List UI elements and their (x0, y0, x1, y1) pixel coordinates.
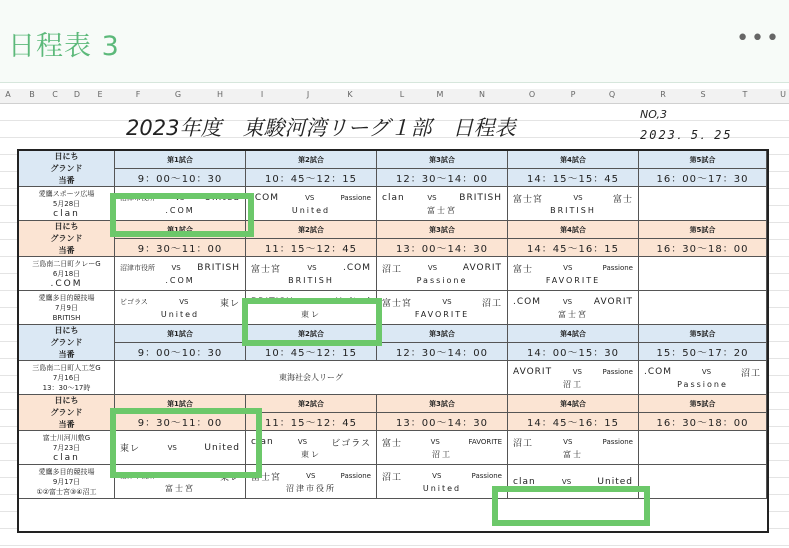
match-cell[interactable] (508, 187, 639, 221)
match-cell[interactable] (246, 431, 377, 465)
game-header-2 (246, 151, 377, 169)
referee-team: 沼工 (563, 379, 583, 389)
vs-label: VS (167, 443, 177, 452)
vs-label: VS (430, 438, 440, 446)
game-number: 第4試合 (560, 399, 586, 408)
referee-team: United (291, 205, 331, 215)
match-date: 6月18日 (52, 269, 81, 278)
column-letter-i[interactable]: I (260, 90, 264, 99)
game-header-5 (639, 395, 767, 413)
column-letter-k[interactable]: K (347, 90, 353, 99)
label-duty: 当番 (58, 349, 75, 359)
game-header-3 (377, 151, 508, 169)
column-letter-j[interactable]: J (306, 90, 310, 99)
more-horizontal-icon[interactable]: ••• (736, 26, 781, 51)
game-time: 9：00～10：30 (137, 348, 223, 359)
game-number: 第3試合 (429, 329, 455, 338)
column-letter-m[interactable]: M (436, 90, 444, 99)
game-number: 第5試合 (689, 155, 716, 164)
home-team: .COM (513, 297, 541, 307)
away-team: Passione (340, 194, 371, 202)
document-date: 2023．5．25 (640, 128, 733, 142)
column-letter-b[interactable]: B (29, 90, 35, 99)
game-time-2 (246, 343, 377, 361)
home-team: .COM (251, 193, 279, 203)
match-cell[interactable] (246, 257, 377, 291)
home-team: 東レ (120, 444, 141, 454)
match-cell[interactable] (377, 187, 508, 221)
home-team: clan (382, 193, 405, 203)
home-team: 富士宮 (513, 194, 544, 205)
game-time: 14：00～15：30 (527, 348, 619, 359)
game-number: 第5試合 (689, 329, 716, 338)
game-time: 11：15～12：45 (265, 418, 357, 429)
match-line (508, 475, 638, 488)
game-number: 第1試合 (167, 225, 193, 234)
duty-team: 13：30～17時 (42, 383, 91, 392)
match-cell[interactable] (115, 187, 246, 221)
game-time: 9：30～11：00 (137, 244, 223, 255)
home-team: BRITISH (251, 297, 294, 307)
game-number: 第2試合 (298, 225, 324, 234)
game-time-2 (246, 239, 377, 257)
match-cell[interactable] (639, 465, 767, 499)
match-line (246, 262, 376, 275)
match-line (377, 296, 507, 309)
league-name: 東海社会人リーグ (279, 373, 343, 382)
round-label-block (19, 395, 115, 431)
home-team: 沼津市役所 (120, 194, 155, 202)
game-time: 12：30～14：00 (396, 174, 488, 185)
label-ground: グランド (50, 407, 83, 417)
away-team: AVORIT (462, 263, 502, 273)
game-time-4 (508, 413, 639, 431)
away-team: Passione (602, 438, 633, 446)
away-team: 沼工 (740, 368, 761, 379)
duty-team: .COM (50, 278, 83, 289)
label-day: 日にち (54, 221, 79, 231)
game-number: 第2試合 (298, 155, 324, 164)
home-team: 富士宮 (251, 264, 282, 275)
referee-team: 沼工 (432, 449, 452, 459)
match-line (508, 366, 638, 379)
column-letter-q[interactable]: Q (608, 90, 616, 99)
away-team: Passione (602, 264, 633, 272)
referee-team: 東レ (301, 449, 321, 459)
match-cell[interactable] (508, 291, 639, 325)
venue-cell[interactable] (19, 291, 115, 325)
game-time-4 (508, 343, 639, 361)
game-header-2 (246, 325, 377, 343)
label-ground: グランド (50, 337, 83, 347)
away-team: Passione (471, 472, 502, 480)
away-team: United (597, 476, 633, 487)
away-team: BRITISH (197, 263, 240, 273)
home-team: 富士 (382, 438, 403, 449)
match-line (377, 470, 507, 483)
game-time: 14：15～15：45 (527, 174, 619, 185)
column-header-bar (0, 89, 789, 104)
column-letter-f[interactable]: F (135, 90, 141, 99)
match-line (246, 436, 376, 449)
away-team: United (204, 442, 240, 453)
match-date: 7月16日 (52, 373, 81, 382)
document-number: NO,3 (640, 108, 667, 121)
game-time: 10：45～12：15 (265, 348, 357, 359)
game-header-4 (508, 221, 639, 239)
match-cell[interactable] (377, 465, 508, 499)
away-team: 東レ (219, 472, 240, 483)
game-number: 第1試合 (167, 399, 193, 408)
label-duty: 当番 (58, 175, 75, 185)
game-number: 第5試合 (689, 225, 716, 234)
round-label-block (19, 151, 115, 187)
app-header (0, 0, 789, 83)
column-letter-e[interactable]: E (97, 90, 103, 99)
game-time-2 (246, 169, 377, 187)
match-line (377, 262, 507, 275)
home-team: 沼工 (513, 438, 534, 449)
home-team: clan (251, 437, 274, 447)
vs-label: VS (573, 194, 583, 202)
column-letter-o[interactable]: O (528, 90, 536, 99)
label-ground: グランド (50, 163, 83, 173)
match-cell[interactable] (115, 465, 246, 499)
vs-label: VS (182, 472, 193, 480)
duty-team: clan (53, 208, 80, 219)
match-cell[interactable] (246, 187, 377, 221)
game-header-5 (639, 221, 767, 239)
game-number: 第4試合 (560, 225, 586, 234)
column-letter-t[interactable]: T (742, 90, 748, 99)
match-line (115, 470, 245, 483)
match-date: 5月28日 (52, 199, 81, 208)
game-time: 14：45～16：15 (527, 418, 619, 429)
away-team: United (335, 297, 371, 307)
game-number: 第4試合 (560, 329, 586, 338)
game-time-2 (246, 413, 377, 431)
referee-team: 富士 (563, 449, 583, 459)
column-letter-n[interactable]: N (479, 90, 485, 99)
vs-label: VS (427, 194, 437, 202)
venue-name: 愛鷹スポーツ広場 (38, 189, 95, 198)
vs-label: VS (563, 438, 573, 446)
match-line (508, 436, 638, 449)
game-time-3 (377, 413, 508, 431)
match-line (246, 296, 376, 309)
match-cell[interactable] (508, 431, 639, 465)
column-letter-p[interactable]: P (570, 90, 576, 99)
match-date: 7月23日 (52, 443, 81, 452)
vs-label: VS (305, 194, 315, 202)
venue-cell[interactable] (19, 431, 115, 465)
home-team: 沼津市役所 (120, 264, 155, 272)
vs-label: VS (171, 264, 181, 272)
referee-team: BRITISH (288, 275, 334, 285)
game-time: 13：00～14：30 (396, 418, 488, 429)
round-label-block (19, 325, 115, 361)
game-time-1 (115, 239, 246, 257)
home-team: 沼津市役所 (120, 472, 155, 480)
match-cell[interactable] (508, 257, 639, 291)
match-line (377, 436, 507, 449)
referee-team: Passione (416, 275, 468, 285)
game-number: 第2試合 (298, 399, 324, 408)
match-cell[interactable] (639, 361, 767, 395)
column-letter-h[interactable]: H (216, 90, 224, 99)
away-team: Passione (340, 472, 371, 480)
game-time: 12：30～14：00 (396, 348, 488, 359)
home-team: ビゴラス (120, 298, 148, 306)
venue-cell[interactable] (19, 465, 115, 499)
game-time: 9：30～11：00 (137, 418, 223, 429)
game-time-5 (639, 413, 767, 431)
game-time: 10：45～12：15 (265, 174, 357, 185)
away-team: 東レ (219, 298, 240, 309)
match-line (377, 192, 507, 205)
game-time-1 (115, 343, 246, 361)
vs-label: VS (427, 264, 438, 272)
match-date: 9月17日 (52, 477, 81, 486)
referee-team: 富士宮 (558, 309, 588, 319)
match-line (115, 441, 245, 454)
game-header-3 (377, 325, 508, 343)
vs-label: VS (297, 438, 308, 446)
game-time-3 (377, 239, 508, 257)
game-number: 第1試合 (167, 155, 193, 164)
game-header-1 (115, 151, 246, 169)
game-header-2 (246, 395, 377, 413)
referee-team: FAVORITE (545, 275, 601, 285)
game-number: 第1試合 (167, 329, 193, 338)
league-cell (115, 361, 508, 395)
game-number: 第3試合 (429, 225, 455, 234)
referee-team: United (160, 309, 200, 319)
label-duty: 当番 (58, 245, 75, 255)
venue-name: 三島南二日町クレーG (32, 259, 101, 268)
referee-team: BRITISH (550, 205, 596, 215)
referee-team: 沼津市役所 (286, 483, 336, 493)
game-time-3 (377, 343, 508, 361)
match-line (115, 192, 245, 205)
match-cell[interactable] (246, 291, 377, 325)
column-letter-d[interactable]: D (73, 90, 81, 99)
away-team: 富士 (612, 194, 633, 205)
referee-team: United (422, 483, 462, 493)
match-line (115, 296, 245, 309)
venue-name: 富士川河川敷G (42, 433, 91, 442)
game-header-3 (377, 221, 508, 239)
home-team: clan (513, 476, 536, 487)
home-team: 沼工 (382, 472, 403, 483)
game-time: 14：45～16：15 (527, 244, 619, 255)
game-time: 11：15～12：45 (265, 244, 357, 255)
game-time-5 (639, 239, 767, 257)
game-time-1 (115, 413, 246, 431)
match-line (508, 192, 638, 205)
vs-label: VS (572, 368, 582, 376)
away-team: .COM (343, 263, 371, 273)
game-header-5 (639, 151, 767, 169)
game-time-1 (115, 169, 246, 187)
game-header-1 (115, 395, 246, 413)
duty-team: ①②富士宮③④沼工 (36, 487, 97, 496)
home-team: 沼工 (382, 264, 403, 275)
game-time-5 (639, 169, 767, 187)
column-letter-u[interactable]: U (780, 90, 786, 99)
game-number: 第4試合 (560, 155, 586, 164)
game-header-4 (508, 395, 639, 413)
vs-label: VS (307, 264, 317, 272)
home-team: .COM (644, 367, 672, 377)
round-label-block (19, 221, 115, 257)
referee-team: 富士宮 (165, 483, 195, 493)
away-team: BRITISH (459, 193, 502, 203)
away-team: FAVORITE (468, 438, 502, 446)
schedule-table (17, 149, 769, 533)
home-team: 富士宮 (251, 472, 282, 483)
venue-cell[interactable] (19, 257, 115, 291)
match-cell[interactable] (639, 431, 767, 465)
column-letter-a[interactable]: A (5, 90, 11, 99)
match-cell[interactable] (115, 431, 246, 465)
vs-label: VS (309, 298, 320, 306)
venue-name: 三島南二日町人工芝G (32, 363, 101, 372)
match-cell[interactable] (246, 465, 377, 499)
duty-team: BRITISH (52, 313, 81, 322)
match-cell[interactable] (377, 291, 508, 325)
column-letter-l[interactable]: L (399, 90, 405, 99)
label-day: 日にち (54, 395, 79, 405)
match-cell[interactable] (639, 187, 767, 221)
venue-cell[interactable] (19, 187, 115, 221)
match-cell[interactable] (377, 257, 508, 291)
referee-team: .COM (165, 275, 195, 285)
game-time: 13：00～14：30 (396, 244, 488, 255)
game-time-4 (508, 239, 639, 257)
match-cell[interactable] (639, 257, 767, 291)
vs-label: VS (561, 477, 572, 486)
referee-team: 東レ (301, 309, 321, 319)
referee-team: FAVORITE (414, 309, 470, 319)
vs-label: VS (442, 298, 452, 306)
game-number: 第3試合 (429, 399, 455, 408)
away-team: 沼工 (481, 298, 502, 309)
match-line (508, 296, 638, 309)
vs-label: VS (701, 368, 712, 376)
column-letter-s[interactable]: S (700, 90, 706, 99)
game-header-2 (246, 221, 377, 239)
home-team: 富士 (513, 264, 534, 275)
game-header-4 (508, 151, 639, 169)
away-team: United (204, 193, 240, 203)
label-day: 日にち (54, 151, 79, 161)
match-line (639, 366, 766, 379)
column-letter-r[interactable]: R (660, 90, 666, 99)
vs-label: VS (562, 298, 573, 306)
game-time: 15：50～17：20 (656, 348, 749, 359)
match-cell[interactable] (377, 431, 508, 465)
away-team: AVORIT (593, 297, 633, 307)
label-duty: 当番 (58, 419, 75, 429)
home-team: AVORIT (513, 367, 553, 377)
game-time: 9：00～10：30 (137, 174, 223, 185)
game-number: 第3試合 (429, 155, 455, 164)
label-ground: グランド (50, 233, 83, 243)
vs-label: VS (306, 472, 316, 480)
venue-cell[interactable] (19, 361, 115, 395)
game-time: 16：30～18：00 (656, 418, 749, 429)
game-header-3 (377, 395, 508, 413)
match-line (508, 262, 638, 275)
referee-team: Passione (677, 379, 728, 389)
match-date: 7月9日 (55, 303, 78, 312)
vs-label: VS (432, 472, 442, 480)
match-cell[interactable] (115, 291, 246, 325)
game-number: 第5試合 (689, 399, 716, 408)
game-header-1 (115, 325, 246, 343)
match-line (246, 470, 376, 483)
match-line (246, 192, 376, 205)
referee-team: 富士宮 (427, 205, 457, 215)
game-time-3 (377, 169, 508, 187)
column-letter-c[interactable]: C (52, 90, 58, 99)
vs-label: VS (175, 194, 185, 202)
venue-name: 愛鷹多目的競技場 (38, 293, 95, 302)
game-time: 16：00～17：30 (656, 174, 749, 185)
match-cell[interactable] (508, 465, 639, 499)
duty-team: clan (53, 452, 80, 463)
column-letter-g[interactable]: G (174, 90, 182, 99)
away-team: ビゴラス (331, 438, 371, 449)
game-time: 16：30～18：00 (656, 244, 749, 255)
page-title: 日程表 3 (8, 31, 120, 62)
vs-label: VS (563, 264, 573, 272)
match-cell[interactable] (508, 361, 639, 395)
game-time-4 (508, 169, 639, 187)
home-team: 富士宮 (382, 298, 413, 309)
game-time-5 (639, 343, 767, 361)
venue-name: 愛鷹多目的競技場 (38, 467, 95, 476)
label-day: 日にち (54, 325, 79, 335)
game-header-4 (508, 325, 639, 343)
away-team: Passione (602, 368, 633, 376)
match-cell[interactable] (639, 291, 767, 325)
match-line (115, 262, 245, 275)
match-cell[interactable] (115, 257, 246, 291)
game-header-5 (639, 325, 767, 343)
vs-label: VS (179, 298, 189, 306)
document-title: 2023年度 東駿河湾リーグ１部 日程表 (126, 116, 516, 140)
referee-team: .COM (165, 205, 195, 215)
game-header-1 (115, 221, 246, 239)
game-number: 第2試合 (298, 329, 324, 338)
